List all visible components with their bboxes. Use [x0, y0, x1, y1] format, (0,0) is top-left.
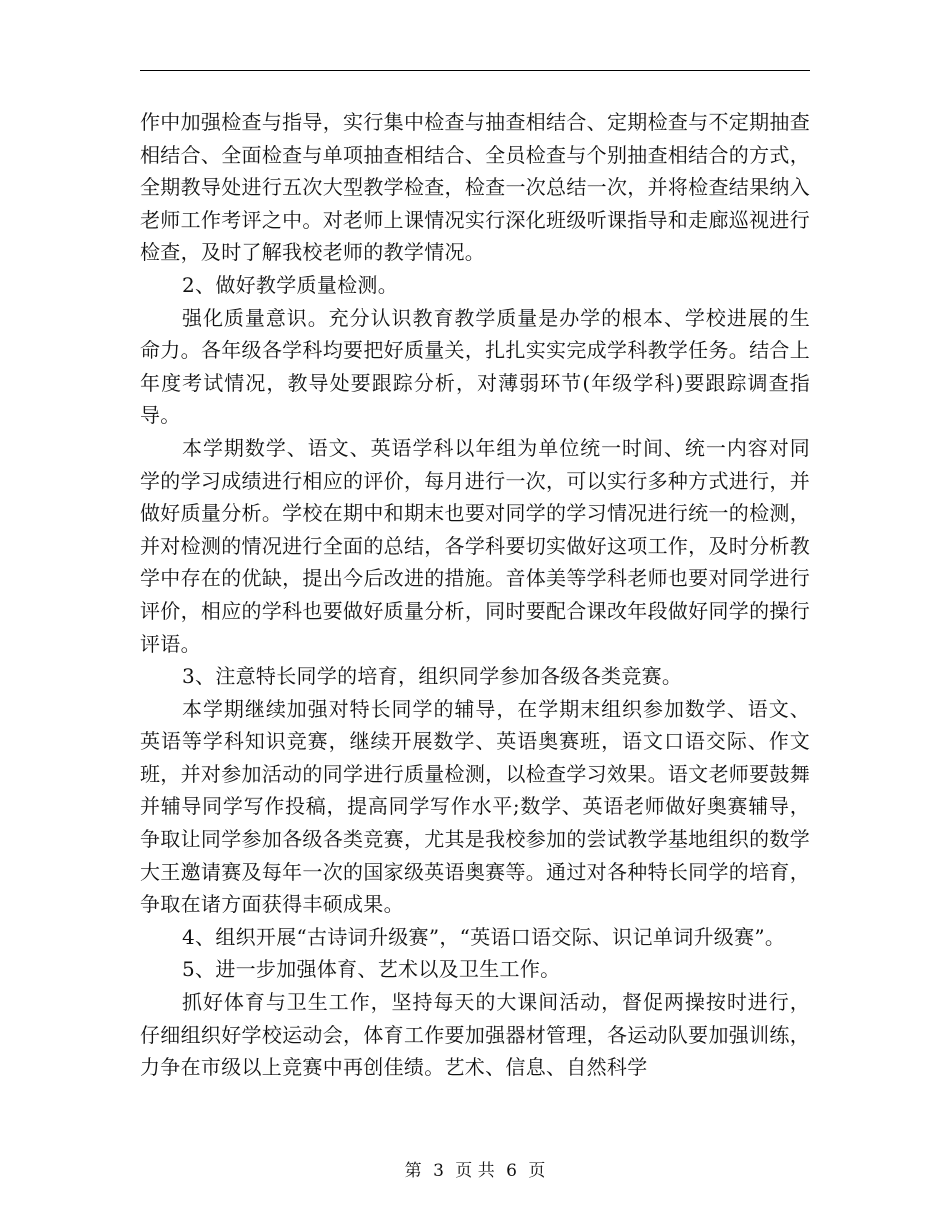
footer-middle: 页 共	[455, 1161, 495, 1181]
paragraph-7-heading: 4、组织开展“古诗词升级赛”，“英语口语交际、识记单词升级赛”。	[182, 924, 786, 949]
paragraph-3: 强化质量意识。充分认识教育教学质量是办学的根本、学校进展的生命力。各年级各学科均要把好质量关，扎扎实实完成学科教学任务。结合上年度考试情况，教导处要跟踪分析，对薄弱环节(年级学科)要跟踪调查指导。	[140, 305, 810, 428]
footer-prefix: 第	[404, 1161, 422, 1181]
paragraph-6: 本学期继续加强对特长同学的辅导，在学期末组织参加数学、语文、英语等学科知识竞赛，继续开展数学、英语奥赛班，语文口语交际、作文班，并对参加活动的同学进行质量检测，以检查学习效果。语文老师要鼓舞并辅导同学写作投稿，提高同学写作水平;数学、英语老师做好奥赛辅导，争取让同学参加各级各类竞赛，尤其是我校参加的尝试教学基地组织的数学大王邀请赛及每年一次的国家级英语奥赛等。通过对各种特长同学的培育，争取在诸方面获得丰硕成果。	[140, 696, 810, 917]
page-footer	[0, 1156, 950, 1181]
header-rule	[140, 70, 810, 71]
footer-total-pages: 6	[506, 1161, 517, 1181]
paragraph-5-heading: 3、注意特长同学的培育，组织同学参加各级各类竞赛。	[182, 664, 683, 689]
document-body	[140, 106, 810, 1084]
paragraph-9: 抓好体育与卫生工作，坚持每天的大课间活动，督促两操按时进行，仔细组织好学校运动会，体育工作要加强器材管理，各运动队要加强训练，力争在市级以上竞赛中再创佳绩。艺术、信息、自然科学	[140, 990, 810, 1080]
paragraph-4: 本学期数学、语文、英语学科以年组为单位统一时间、统一内容对同学的学习成绩进行相应的评价，每月进行一次，可以实行多种方式进行，并做好质量分析。学校在期中和期末也要对同学的学习情况进行统一的检测，并对检测的情况进行全面的总结，各学科要切实做好这项工作，及时分析教学中存在的优缺，提出今后改进的措施。音体美等学科老师也要对同学进行评价，相应的学科也要做好质量分析，同时要配合课改年段做好同学的操行评语。	[140, 435, 810, 656]
footer-current-page: 3	[433, 1161, 444, 1181]
footer-suffix: 页	[528, 1161, 546, 1181]
paragraph-8-heading: 5、进一步加强体育、艺术以及卫生工作。	[182, 957, 561, 982]
paragraph-1: 作中加强检查与指导，实行集中检查与抽查相结合、定期检查与不定期抽查相结合、全面检查与单项抽查相结合、全员检查与个别抽查相结合的方式，全期教导处进行五次大型教学检查，检查一次总结一次，并将检查结果纳入老师工作考评之中。对老师上课情况实行深化班级听课指导和走廊巡视进行检查，及时了解我校老师的教学情况。	[140, 110, 810, 265]
paragraph-2-heading: 2、做好教学质量检测。	[182, 272, 399, 297]
